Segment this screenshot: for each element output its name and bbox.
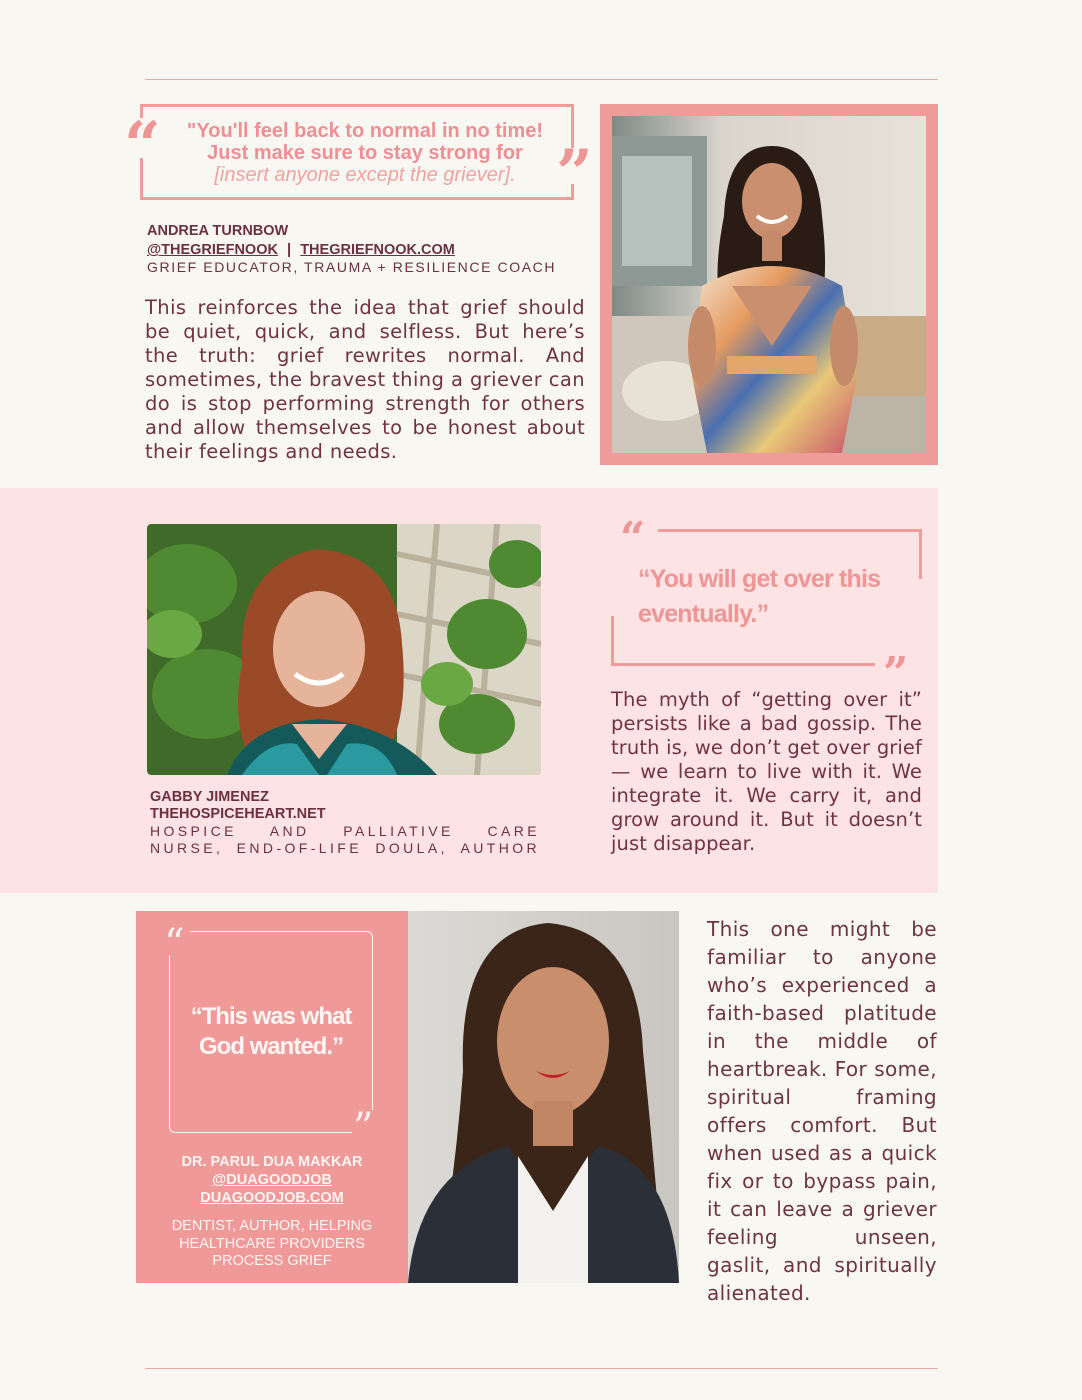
quote-frame-bottom — [611, 663, 875, 666]
portrait-photo-gabby — [147, 524, 541, 775]
author-credit — [150, 789, 540, 857]
author-credit — [147, 222, 607, 276]
close-quote-icon: ” — [353, 1105, 374, 1151]
author-name: ANDREA TURNBOW — [147, 223, 289, 239]
author-site-link[interactable]: THEGRIEFNOOK.COM — [300, 242, 455, 258]
author-role: HOSPICE AND PALLIATIVE CARE NURSE, END-OF-LIFE DOULA, AUTHOR — [150, 823, 540, 856]
body-paragraph: This reinforces the idea that grief should be quiet, quick, and selfless. But here’s the truth: grief rewrites normal. And sometimes, the bravest thing a griever can do is stop performing strength for others and allow themselves to be honest about their feelings and needs. — [145, 296, 585, 463]
author-role: DENTIST, AUTHOR, HELPING HEALTHCARE PROVIDERS PROCESS GRIEF — [171, 1218, 373, 1269]
quote-text: “This was what God wanted.” — [190, 1003, 352, 1060]
top-divider — [145, 79, 938, 80]
quote-text: “You will get over this eventually.” — [638, 565, 881, 628]
separator: | — [287, 242, 292, 258]
bottom-divider — [145, 1368, 938, 1369]
portrait-photo-andrea — [612, 116, 926, 453]
open-quote-icon: “ — [164, 921, 185, 967]
author-site: THEHOSPICEHEART.NET — [150, 806, 326, 822]
quote-line: "You'll feel back to normal in no time! — [186, 120, 544, 142]
open-quote-icon: “ — [620, 513, 646, 564]
portrait-photo-parul — [408, 911, 679, 1283]
quote-line: Just make sure to stay strong for — [207, 142, 523, 164]
author-role: GRIEF EDUCATOR, TRAUMA + RESILIENCE COACH — [147, 259, 557, 275]
author-site-link[interactable]: DUAGOODJOB.COM — [200, 1190, 344, 1206]
close-quote-icon: ” — [556, 136, 593, 211]
body-paragraph: The myth of “getting over it” persists like a bad gossip. The truth is, we don’t get over grief — we learn to live with it. We integrate it. We carry it, and grow around it. But it doesn’t just disappear. — [611, 688, 922, 855]
quote-text — [160, 120, 570, 186]
author-name: GABBY JIMENEZ — [150, 789, 269, 805]
quote-frame-left — [611, 616, 614, 666]
open-quote-icon: “ — [124, 108, 161, 183]
photo-frame — [600, 104, 938, 465]
body-paragraph: This one might be familiar to anyone who’s experienced a faith-based platitude in the middle of heartbreak. For some, spiritual framing offers comfort. But when used as a quick fix or to bypass pain, it can leave a griever feeling unseen, gaslit, and spiritually alienated. — [707, 917, 937, 1305]
quote-frame-top — [658, 529, 922, 532]
author-handle-link[interactable]: @DUAGOODJOB — [212, 1172, 332, 1188]
close-quote-icon: ” — [883, 648, 909, 699]
author-credit — [136, 1153, 408, 1207]
author-handle-link[interactable]: @THEGRIEFNOOK — [147, 242, 278, 258]
author-name: DR. PARUL DUA MAKKAR — [181, 1154, 363, 1170]
quote-line-italic: [insert anyone except the griever]. — [214, 164, 516, 186]
